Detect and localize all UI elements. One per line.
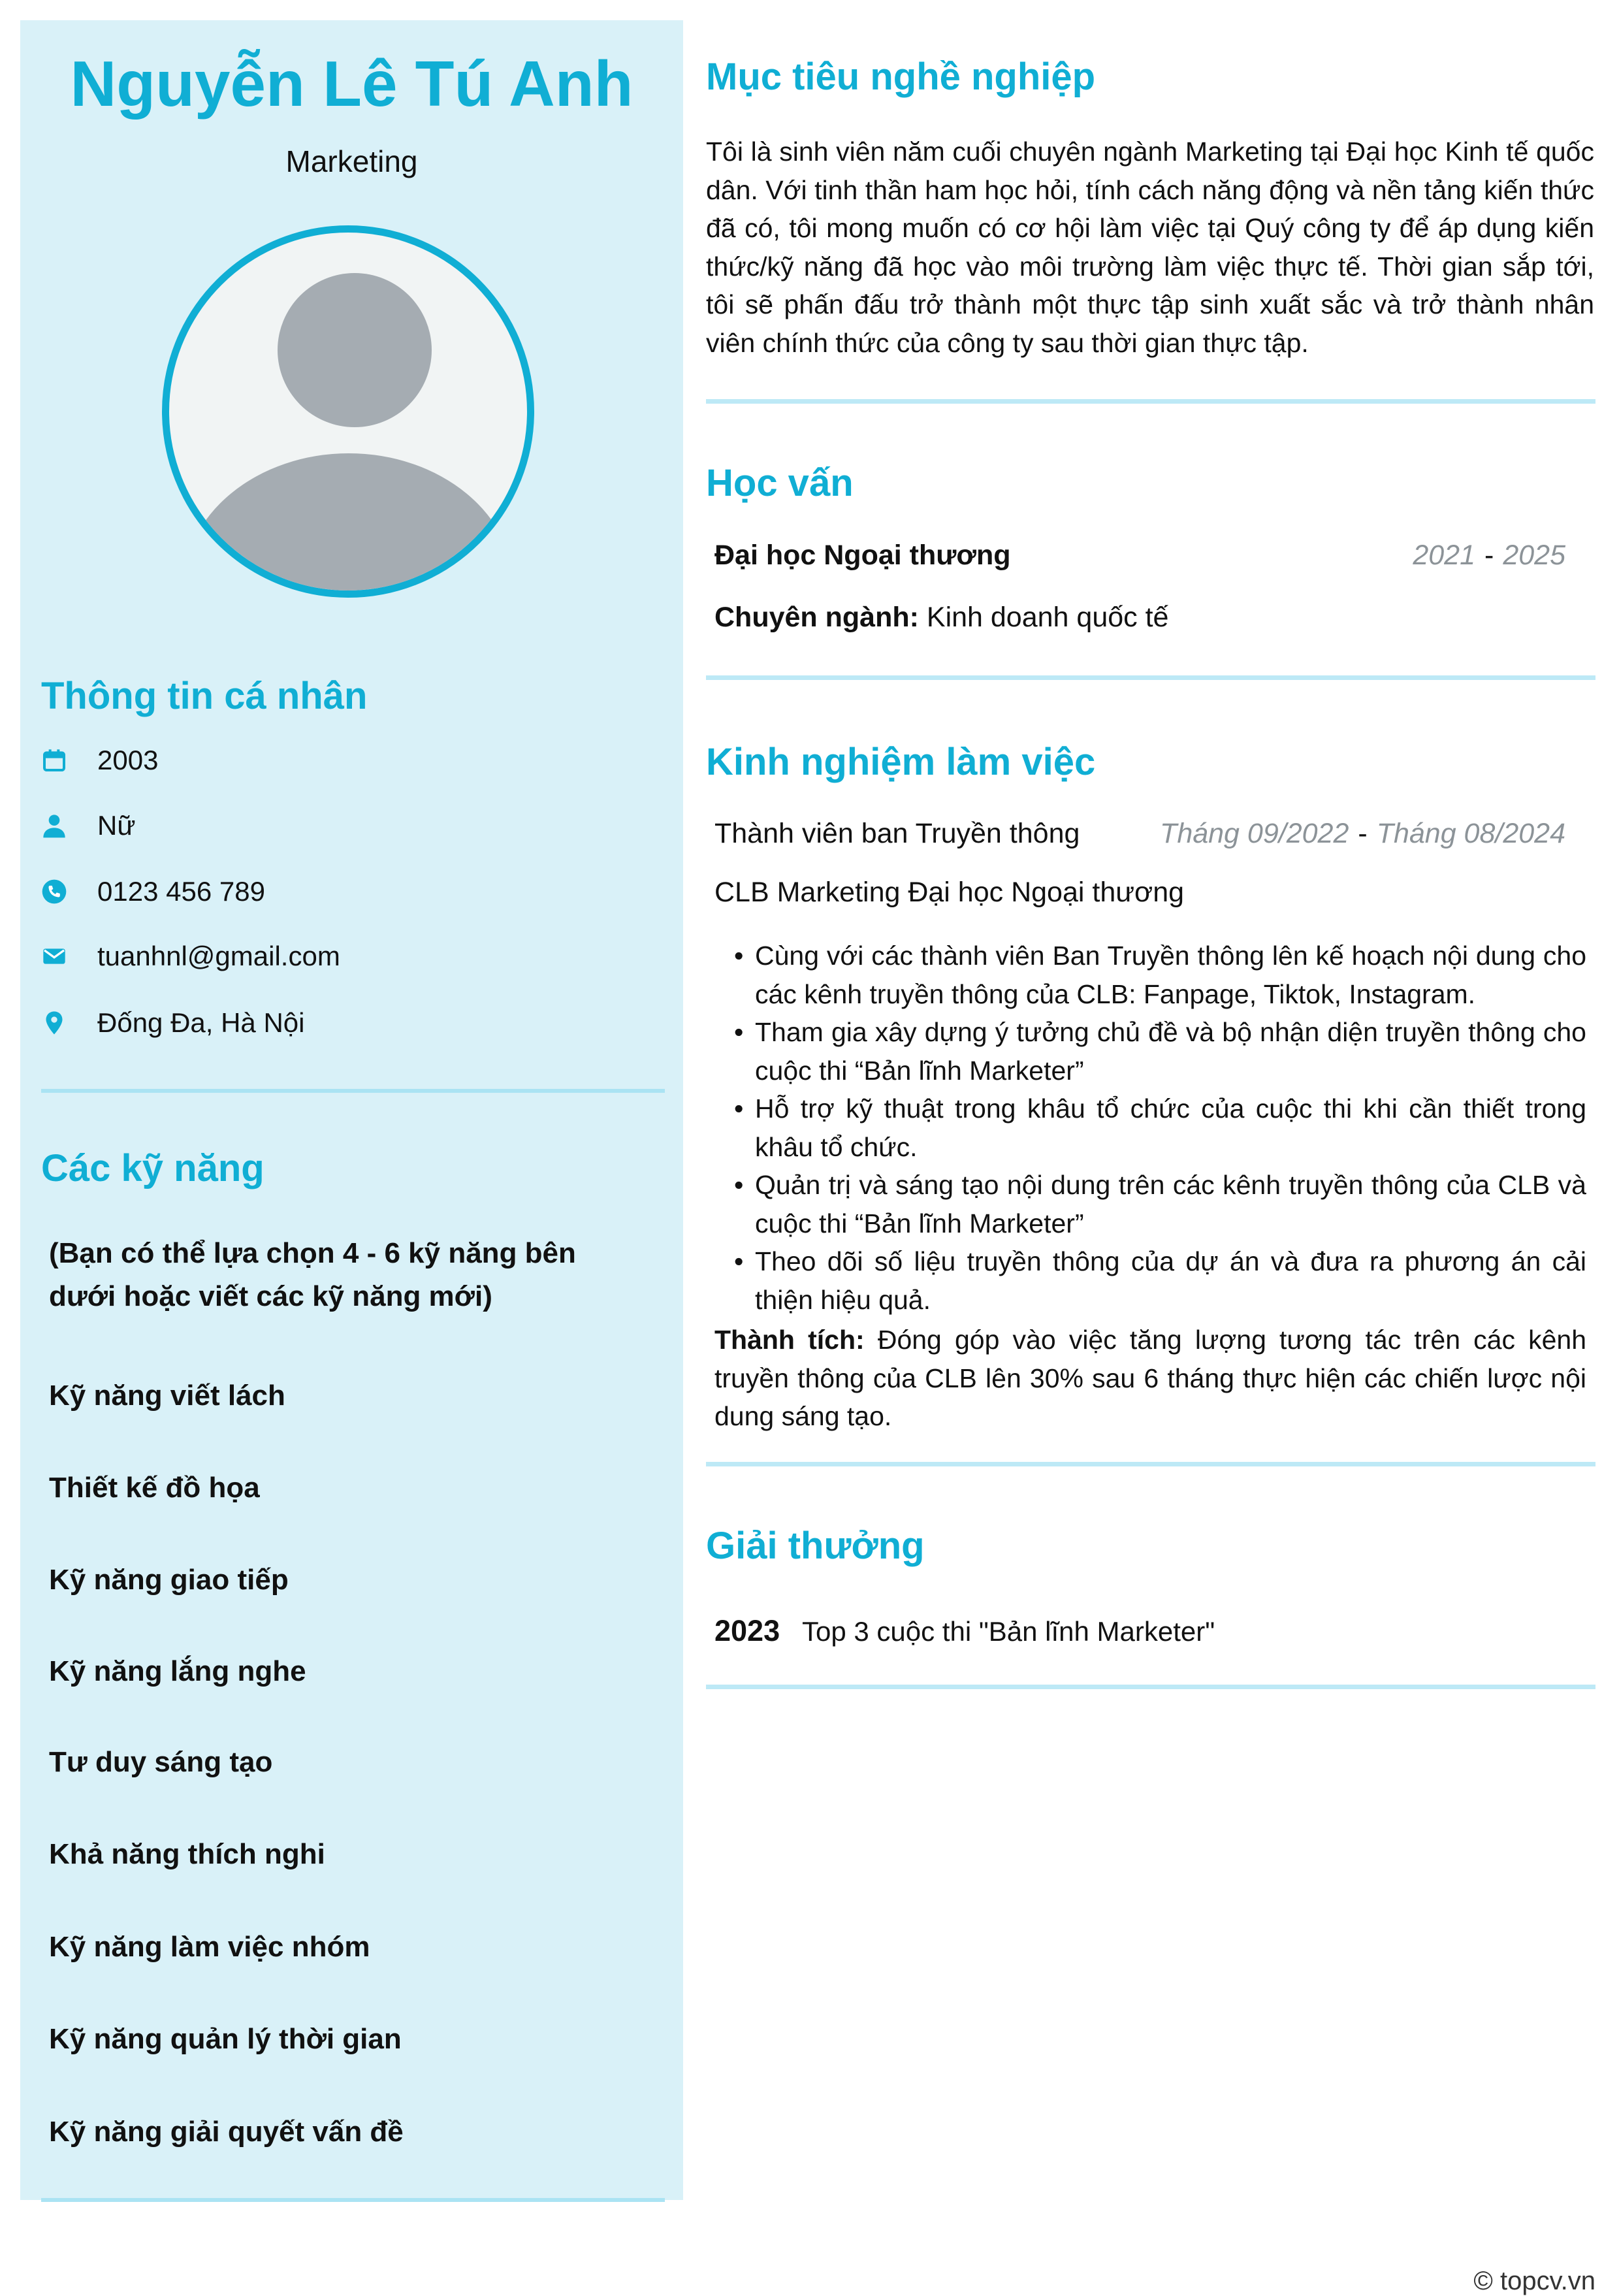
sidebar-divider bbox=[41, 1089, 665, 1093]
avatar-head-shape bbox=[278, 273, 432, 427]
education-date-separator: - bbox=[1484, 540, 1494, 571]
education-heading: Học vấn bbox=[706, 462, 854, 504]
personal-info-heading: Thông tin cá nhân bbox=[41, 675, 368, 717]
sidebar-divider bbox=[41, 2198, 665, 2202]
info-phone bbox=[41, 872, 265, 911]
major-row bbox=[714, 602, 1565, 634]
major-value: Kinh doanh quốc tế bbox=[918, 602, 1169, 633]
info-email bbox=[41, 937, 340, 976]
person-icon bbox=[41, 807, 79, 845]
education-end: 2025 bbox=[1503, 540, 1565, 571]
experience-row bbox=[714, 818, 1565, 850]
education-start: 2021 bbox=[1413, 540, 1475, 571]
experience-dates bbox=[1160, 818, 1565, 850]
education-row bbox=[714, 540, 1565, 572]
achievement-label: Thành tích: bbox=[714, 1325, 865, 1355]
info-gender bbox=[41, 806, 135, 845]
section-divider bbox=[706, 1462, 1595, 1466]
education-dates bbox=[1413, 540, 1565, 572]
skill-item: Khả năng thích nghi bbox=[49, 1838, 325, 1870]
skill-item: Kỹ năng làm việc nhóm bbox=[49, 1931, 370, 1963]
experience-end: Tháng 08/2024 bbox=[1376, 818, 1565, 849]
objective-heading: Mục tiêu nghề nghiệp bbox=[706, 56, 1096, 98]
achievement-text: Đóng góp vào việc tăng lượng tương tác trên các kênh truyền thông của CLB lên 30% sau 6 tháng thực hiện các chiến lược nội dung sáng tạo. bbox=[714, 1325, 1587, 1431]
experience-heading: Kinh nghiệm làm việc bbox=[706, 741, 1096, 783]
awards-heading: Giải thưởng bbox=[706, 1525, 925, 1567]
list-item: • Cùng với các thành viên Ban Truyền thông lên kế hoạch nội dung cho các kênh truyền thông của CLB: Fanpage, Tiktok, Instagram. bbox=[714, 937, 1586, 1013]
skill-item: Thiết kế đồ họa bbox=[49, 1472, 260, 1504]
section-divider bbox=[706, 1685, 1595, 1689]
experience-org-row bbox=[714, 877, 1565, 909]
skills-note: (Bạn có thể lựa chọn 4 - 6 kỹ năng bên dưới hoặc viết các kỹ năng mới) bbox=[49, 1237, 576, 1312]
email-icon bbox=[41, 937, 79, 975]
birth-year-value: 2003 bbox=[97, 745, 159, 775]
address-value: Đống Đa, Hà Nội bbox=[97, 1007, 305, 1038]
skill-item: Kỹ năng quản lý thời gian bbox=[49, 2023, 402, 2055]
experience-start: Tháng 09/2022 bbox=[1160, 818, 1349, 849]
list-item: • Tham gia xây dựng ý tưởng chủ đề và bộ nhận diện truyền thông cho cuộc thi “Bản lĩnh Marketer” bbox=[714, 1013, 1586, 1090]
experience-position: Thành viên ban Truyền thông bbox=[714, 818, 1080, 849]
skill-item: Kỹ năng giao tiếp bbox=[49, 1564, 289, 1596]
award-year: 2023 bbox=[714, 1614, 780, 1647]
experience-organization: CLB Marketing Đại học Ngoại thương bbox=[714, 877, 1185, 908]
footer-credit[interactable]: © topcv.vn bbox=[1473, 2267, 1595, 2295]
award-text: Top 3 cuộc thi "Bản lĩnh Marketer" bbox=[802, 1616, 1215, 1647]
experience-date-separator: - bbox=[1358, 818, 1368, 849]
candidate-name: Nguyễn Lê Tú Anh bbox=[70, 48, 633, 120]
email-value[interactable]: tuanhnl@gmail.com bbox=[97, 941, 340, 971]
school-name: Đại học Ngoại thương bbox=[714, 540, 1011, 571]
candidate-role: Marketing bbox=[285, 144, 418, 178]
skill-item: Tư duy sáng tạo bbox=[49, 1746, 273, 1778]
location-icon bbox=[41, 1004, 79, 1042]
major-label: Chuyên ngành: bbox=[714, 602, 919, 633]
list-item: • Quản trị và sáng tạo nội dung trên các kênh truyền thông của CLB và cuộc thi “Bản lĩnh Marketer” bbox=[714, 1166, 1586, 1242]
phone-value[interactable]: 0123 456 789 bbox=[97, 876, 265, 907]
info-address bbox=[41, 1003, 304, 1043]
list-item: • Hỗ trợ kỹ thuật trong khâu tổ chức của cuộc thi khi cần thiết trong khâu tổ chức. bbox=[714, 1090, 1586, 1166]
skill-item: Kỹ năng giải quyết vấn đề bbox=[49, 2116, 404, 2148]
skills-heading: Các kỹ năng bbox=[41, 1147, 264, 1189]
avatar-body-shape bbox=[182, 453, 515, 598]
skill-item: Kỹ năng viết lách bbox=[49, 1380, 285, 1412]
list-item: • Theo dõi số liệu truyền thông của dự án và đưa ra phương án cải thiện hiệu quả. bbox=[714, 1242, 1586, 1319]
achievement bbox=[714, 1321, 1586, 1436]
avatar[interactable] bbox=[162, 225, 534, 598]
info-birth-year bbox=[41, 741, 158, 780]
phone-icon bbox=[41, 873, 79, 911]
section-divider bbox=[706, 675, 1595, 680]
gender-value: Nữ bbox=[97, 810, 136, 841]
skill-item: Kỹ năng lắng nghe bbox=[49, 1655, 306, 1687]
section-divider bbox=[706, 399, 1595, 404]
experience-bullets bbox=[714, 937, 1586, 1319]
calendar-icon bbox=[41, 741, 79, 779]
objective-text: Tôi là sinh viên năm cuối chuyên ngành Marketing tại Đại học Kinh tế quốc dân. Với tinh thần ham học hỏi, tính cách năng động và nền tảng kiến thức đã có, tôi mong muốn có cơ hội làm việc tại Quý công ty để áp dụng kiến thức/kỹ năng đã học vào môi trường làm việc thực tế. Thời gian sắp tới, tôi sẽ phấn đấu trở thành một thực tập sinh xuất sắc và trở thành nhân viên chính thức của công ty sau thời gian thực tập. bbox=[706, 137, 1594, 358]
award-item bbox=[714, 1614, 1215, 1648]
